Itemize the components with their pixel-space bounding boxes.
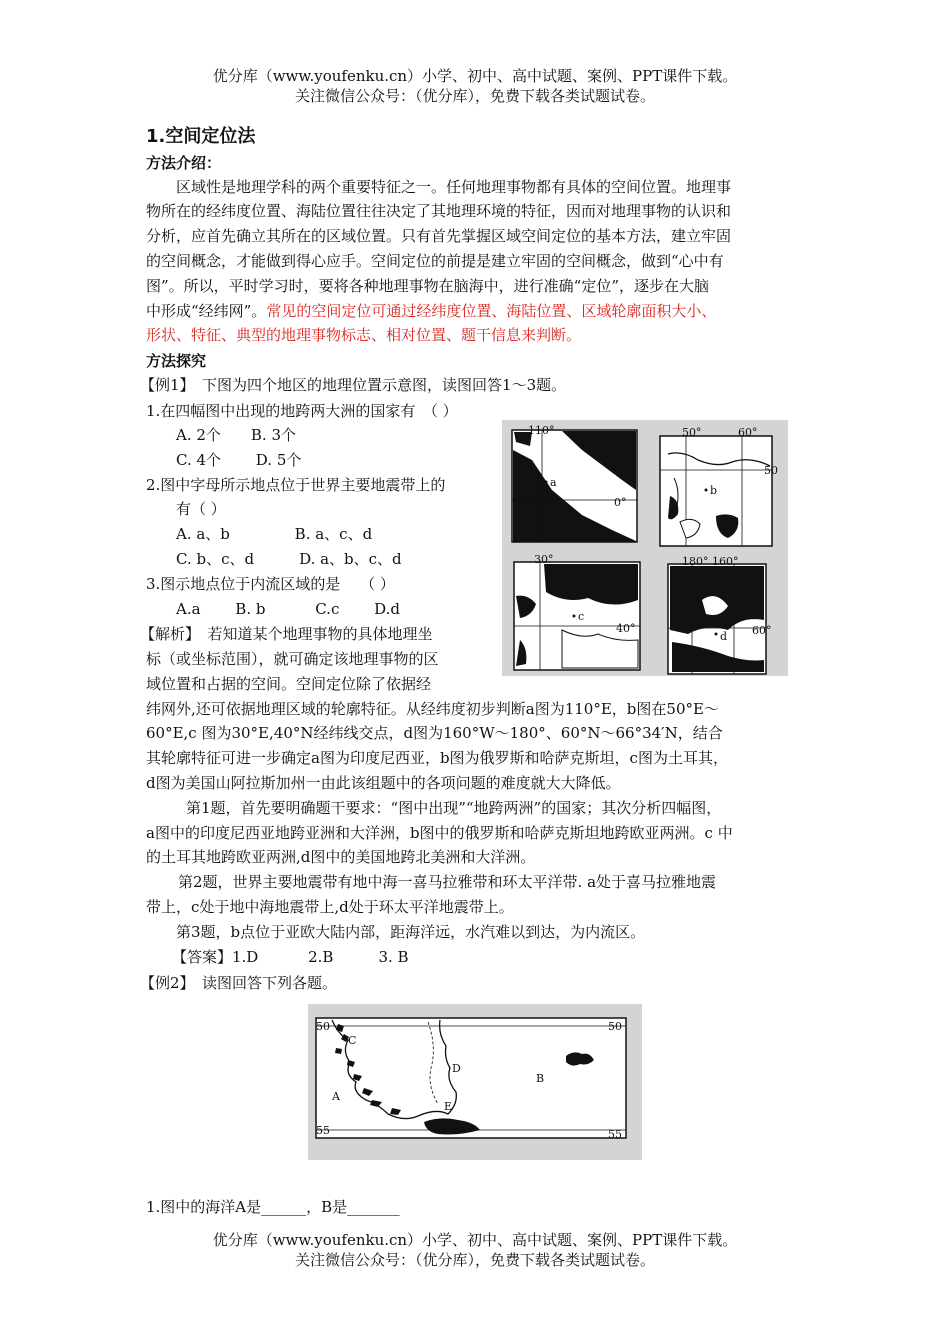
map2-lat50-right: 50 (608, 1020, 622, 1033)
intro-line-6 (146, 300, 716, 322)
map2-label-a: A (332, 1090, 340, 1103)
map-c-lon: 30° (534, 553, 554, 566)
analysis-line: 标（或坐标范围），就可确定该地理事物的区 (146, 650, 439, 668)
q2-stem-2: 有（ ） (176, 500, 226, 518)
map-a (512, 424, 637, 542)
q2-options-cd: C. b、c、d D. a、b、c、d (176, 550, 402, 568)
map2-lat55-right: 55 (608, 1128, 622, 1141)
q1-options-cd: C. 4个 D. 5个 (176, 451, 302, 469)
intro-line-6-red: 常见的空间定位可通过经纬度位置、海陆位置、区域轮廓面积大小、 (266, 302, 717, 320)
map-b-lon-2: 60° (738, 426, 758, 439)
map-c-point: c (578, 610, 585, 623)
map2-label-b: B (536, 1072, 545, 1085)
para-q2: 带上，c处于地中海地震带上,d处于环太平洋地震带上。 (146, 898, 514, 916)
q2-options-ab: A. a、b B. a、c、d (176, 525, 373, 543)
q1-stem: 1.在四幅图中出现的地跨两大洲的国家有 （ ） (146, 402, 458, 420)
para-q1: 的土耳其地跨欧亚两洲,d图中的美国地跨北美洲和大洋洲。 (146, 848, 536, 866)
example2-q1: 1.图中的海洋A是______，B是_______ (146, 1198, 400, 1216)
example1-title: 【例1】 下图为四个地区的地理位置示意图，读图回答1～3题。 (140, 376, 567, 394)
map-b (660, 426, 778, 546)
analysis-line: 【解析】 若知道某个地理事物的具体地理坐 (140, 625, 433, 643)
map-a-point: a (550, 476, 557, 489)
map-d-lat: 60° (752, 624, 772, 637)
para-q3: 第3题，b点位于亚欧大陆内部，距海洋远，水汽难以到达，为内流区。 (176, 923, 646, 941)
map-b-lon-1: 50° (682, 426, 702, 439)
map-b-point: b (710, 484, 718, 497)
map2-label-c: C (348, 1034, 357, 1047)
header-line-1: 优分库（www.youfenku.cn）小学、初中、高中试题、案例、PPT课件下载。 (212, 67, 738, 85)
q3-options: A.a B. b C.c D.d (176, 600, 400, 618)
q2-stem-1: 2.图中字母所示地点位于世界主要地震带上的 (146, 476, 446, 494)
intro-line: 物所在的经纬度位置、海陆位置往往决定了其地理环境的特征，因而对地理事物的认识和 (146, 202, 732, 220)
intro-line-6-black: 中形成“经纬网”。 (146, 302, 267, 320)
map-a-lon: 110° (528, 424, 555, 437)
analysis-line: 其轮廓特征可进一步确定a图为印度尼西亚，b图为俄罗斯和哈萨克斯坦，c图为土耳其， (146, 749, 728, 767)
q3-stem: 3.图示地点位于内流区域的是 （ ） (146, 575, 395, 593)
map2-label-e: E (444, 1100, 453, 1113)
analysis-line: 60°E,c 图为30°E,40°N经纬线交点，d图为160°W～180°、60°N～66°34′N，结合 (146, 724, 723, 742)
map-c-lat: 40° (616, 622, 636, 635)
intro-line-7-red: 形状、特征、典型的地理事物标志、相对位置、题干信息来判断。 (146, 326, 582, 344)
q1-options-ab: A. 2个 B. 3个 (176, 426, 297, 444)
para-q1: a图中的印度尼西亚地跨亚洲和大洋洲，b图中的俄罗斯和哈萨克斯坦地跨欧亚两洲。c 中 (146, 824, 733, 842)
map-a-lat: 0° (614, 496, 627, 509)
header-line-2: 关注微信公众号：（优分库），免费下载各类试题试卷。 (294, 87, 655, 105)
intro-line: 图”。所以，平时学习时，要将各种地理事物在脑海中，进行准确“定位”，逐步在大脑 (146, 277, 710, 295)
map2-lat55-left: 55 (316, 1124, 330, 1137)
example2-map-figure (308, 1004, 642, 1160)
example1-map-figure (502, 420, 788, 676)
footer-line-1: 优分库（www.youfenku.cn）小学、初中、高中试题、案例、PPT课件下载。 (212, 1231, 738, 1249)
map-d-lon: 180° 160° (682, 555, 739, 568)
explore-label: 方法探究 (146, 352, 207, 370)
answer: 【答案】1.D 2.B 3. B (172, 948, 409, 966)
section-title: 1.空间定位法 (146, 126, 256, 147)
para-q2: 第2题，世界主要地震带有地中海一喜马拉雅带和环太平洋带. a处于喜马拉雅地震 (178, 873, 717, 891)
map-c (514, 553, 640, 670)
map-d (668, 555, 772, 674)
map-b-lat: 50 (764, 464, 778, 477)
intro-line: 的空间概念，才能做到得心应手。空间定位的前提是建立牢固的空间概念，做到“心中有 (146, 252, 724, 270)
intro-label: 方法介绍： (146, 154, 222, 172)
intro-line: 区域性是地理学科的两个重要特征之一。任何地理事物都有具体的空间位置。地理事 (176, 178, 732, 196)
analysis-line: 域位置和占据的空间。空间定位除了依据经 (146, 675, 432, 693)
intro-line: 分析，应首先确立其所在的区域位置。只有首先掌握区域空间定位的基本方法，建立牢固 (146, 227, 732, 245)
analysis-line: d图为美国山阿拉斯加州一由此该组题中的各项问题的难度就大大降低。 (146, 774, 621, 792)
para-q1: 第1题，首先要明确题干要求：“图中出现”“地跨两洲”的国家；其次分析四幅图， (186, 799, 722, 817)
example2-title: 【例2】 读图回答下列各题。 (140, 974, 338, 992)
map2-lat50-left: 50 (316, 1020, 330, 1033)
analysis-line: 纬网外,还可依据地理区域的轮廓特征。从经纬度初步判断a图为110°E，b图在50°E～ (146, 700, 719, 718)
map-d-point: d (720, 630, 728, 643)
footer-line-2: 关注微信公众号：（优分库），免费下载各类试题试卷。 (294, 1251, 655, 1269)
map2-label-d: D (452, 1062, 461, 1075)
